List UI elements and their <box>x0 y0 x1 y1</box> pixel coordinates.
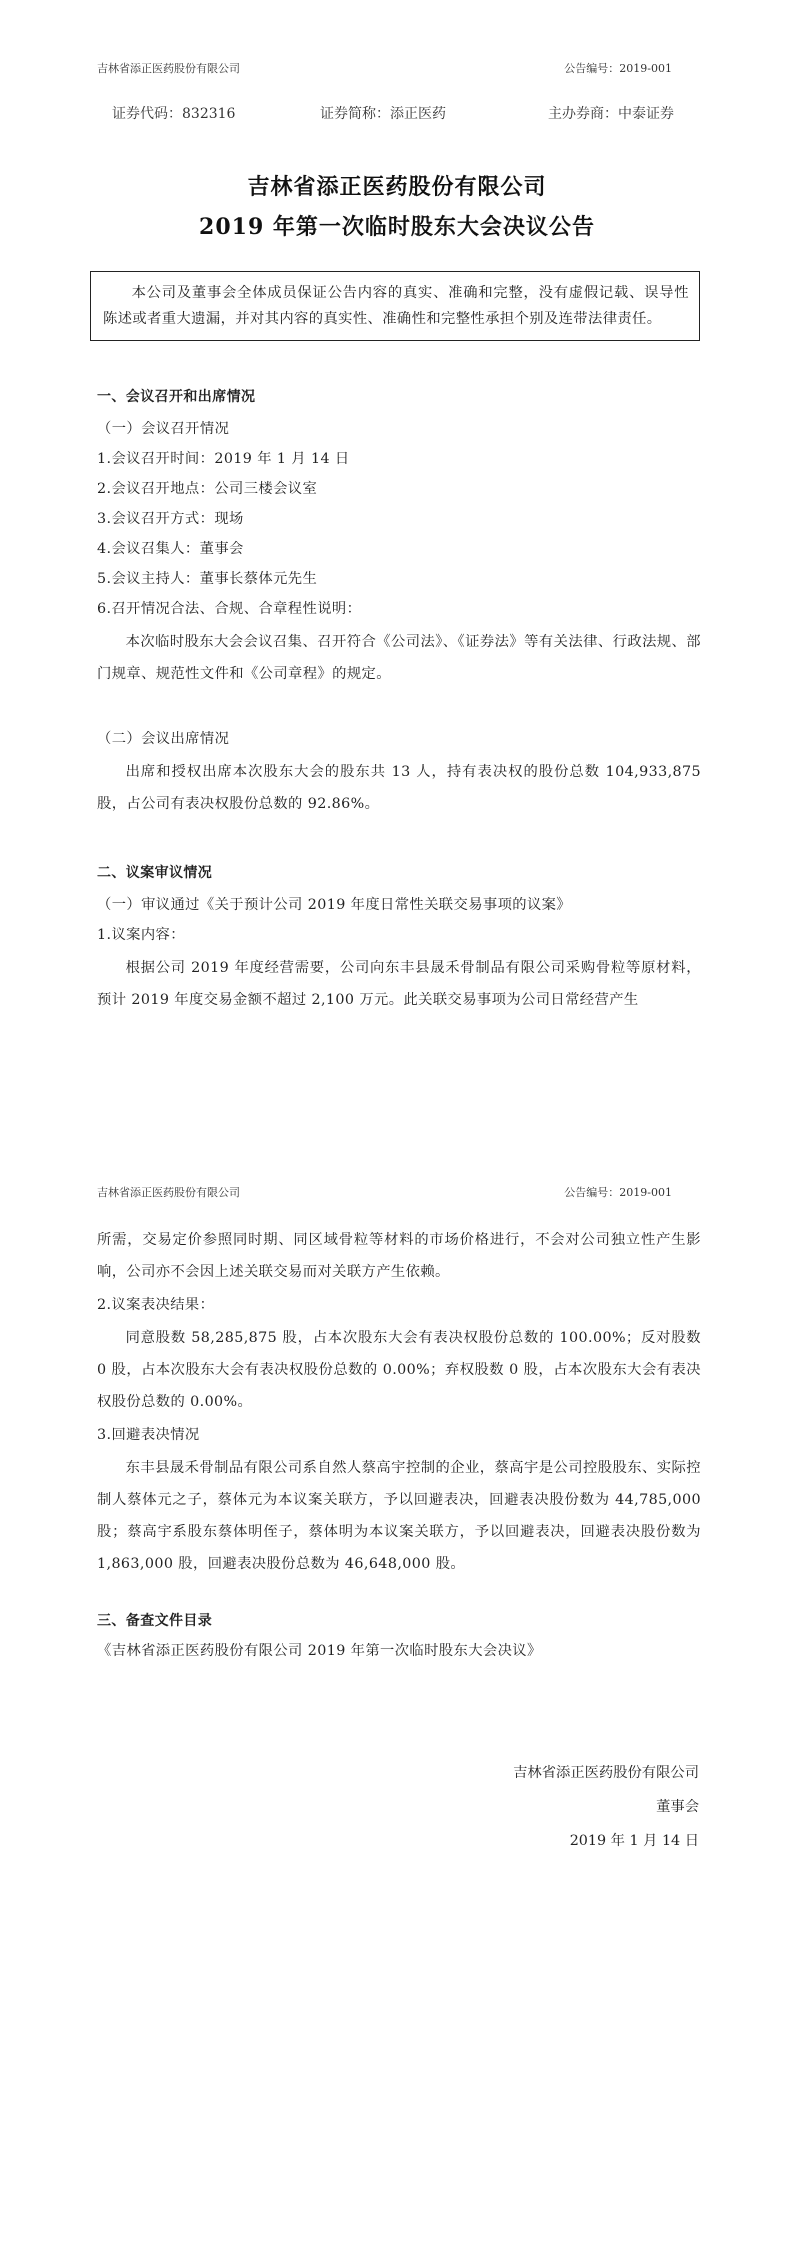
content-para-2: 所需，交易定价参照同时期、同区域骨粒等材料的市场价格进行，不会对公司独立性产生影响，公司亦不会因上述关联交易而对关联方产生依赖。 <box>97 1232 701 1280</box>
header-company: 吉林省添正医药股份有限公司 <box>97 1186 240 1199</box>
header-company: 吉林省添正医药股份有限公司 <box>97 62 240 75</box>
header-notice-no: 公告编号：2019-001 <box>564 62 672 75</box>
vote-label: 2.议案表决结果： <box>97 1297 215 1313</box>
section-2-sub-1: （一）审议通过《关于预计公司 2019 年度日常性关联交易事项的议案》 <box>97 897 572 913</box>
legality-label: 6.召开情况合法、合规、合章程性说明： <box>97 601 362 617</box>
title-line-2: 2019 年第一次临时股东大会决议公告 <box>199 214 595 240</box>
attendance-text: 出席和授权出席本次股东大会的股东共 13 人，持有表决权的股份总数 104,933,875 股，占公司有表决权股份总数的 92.86%。 <box>97 764 701 812</box>
section-2-heading: 二、议案审议情况 <box>97 865 213 881</box>
vote-result: 同意股数 58,285,875 股，占本次股东大会有表决权股份总数的 100.00%；反对股数 0 股，占本次股东大会有表决权股份总数的 0.00%；弃权股数 0 股，占本次股东大会有表决权股份总数的 0.00%。 <box>97 1330 701 1410</box>
responsibility-statement <box>90 271 700 341</box>
section-3-heading: 三、备查文件目录 <box>97 1613 213 1629</box>
meeting-method: 3.会议召开方式：现场 <box>97 511 244 527</box>
meeting-host: 5.会议主持人：董事长蔡体元先生 <box>97 571 318 587</box>
stock-code: 证券代码：832316 <box>112 106 236 122</box>
statement-text: 本公司及董事会全体成员保证公告内容的真实、准确和完整，没有虚假记载、误导性陈述或者重大遗漏，并对其内容的真实性、准确性和完整性承担个别及连带法律责任。 <box>103 285 689 327</box>
signature-company: 吉林省添正医药股份有限公司 <box>513 1765 699 1781</box>
recusal-text: 东丰县晟禾骨制品有限公司系自然人蔡高宇控制的企业，蔡高宇是公司控股股东、实际控制人蔡体元之子，蔡体元为本议案关联方，予以回避表决，回避表决股份数为 44,785,000 股；蔡高宇系股东蔡体明侄子，蔡体明为本议案关联方，予以回避表决，回避表决股份数为 1,863,000 股，回避表决股份总数为 46,648,000 股。 <box>97 1460 701 1572</box>
page-header <box>0 60 794 80</box>
content-label: 1.议案内容： <box>97 927 185 943</box>
legality-text: 本次临时股东大会会议召集、召开符合《公司法》、《证券法》等有关法律、行政法规、部门规章、规范性文件和《公司章程》的规定。 <box>97 634 701 682</box>
title-line-1: 吉林省添正医药股份有限公司 <box>247 174 547 200</box>
broker: 主办券商：中泰证券 <box>548 106 674 122</box>
signature-block <box>513 1760 699 1854</box>
page-2 <box>0 1160 794 2246</box>
content-para-1: 根据公司 2019 年度经营需要，公司向东丰县晟禾骨制品有限公司采购骨粒等原材料，预计 2019 年度交易金额不超过 2,100 万元。此关联交易事项为公司日常经营产生 <box>97 960 701 1008</box>
section-1-heading: 一、会议召开和出席情况 <box>97 389 256 405</box>
page-header <box>0 1184 794 1204</box>
section-1-sub-2: （二）会议出席情况 <box>97 731 230 747</box>
header-notice-no: 公告编号：2019-001 <box>564 1186 672 1199</box>
meeting-place: 2.会议召开地点：公司三楼会议室 <box>97 481 318 497</box>
section-1-sub-1: （一）会议召开情况 <box>97 421 230 437</box>
reference-document: 《吉林省添正医药股份有限公司 2019 年第一次临时股东大会决议》 <box>97 1643 542 1659</box>
meeting-time: 1.会议召开时间：2019 年 1 月 14 日 <box>97 451 350 467</box>
signature-date: 2019 年 1 月 14 日 <box>569 1833 699 1849</box>
recusal-label: 3.回避表决情况 <box>97 1427 200 1443</box>
meeting-convener: 4.会议召集人：董事会 <box>97 541 244 557</box>
stock-abbr: 证券简称：添正医药 <box>320 106 446 122</box>
signature-board: 董事会 <box>656 1799 699 1815</box>
